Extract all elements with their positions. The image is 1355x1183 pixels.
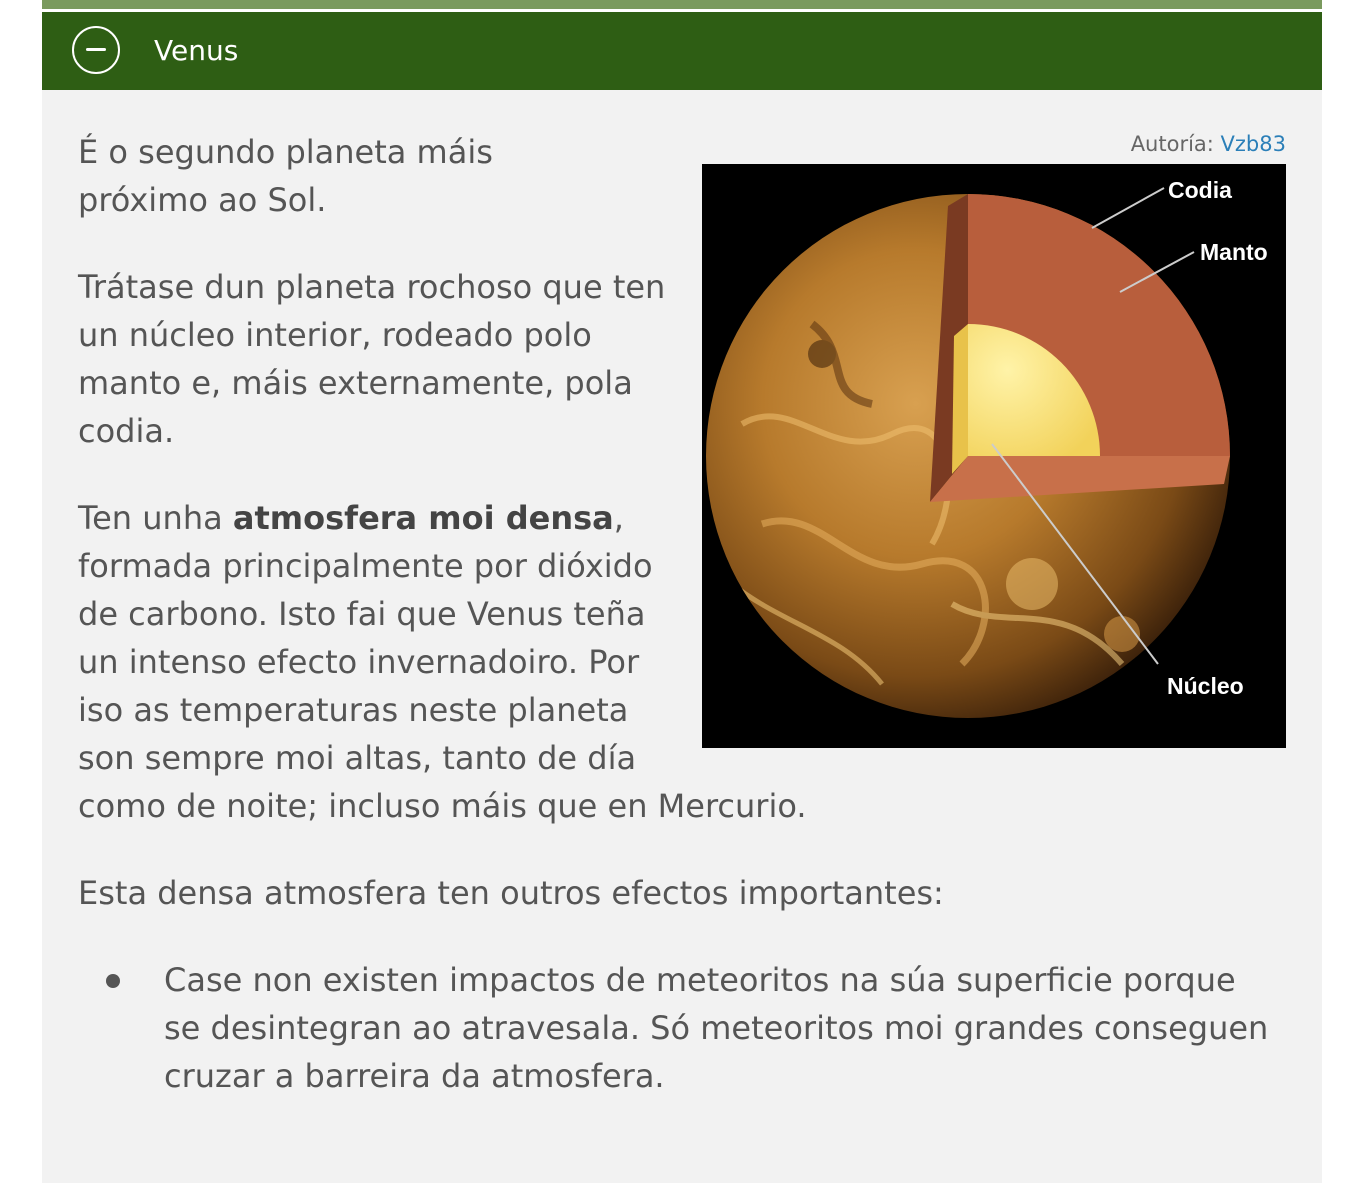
article-content xyxy=(78,128,1278,1100)
label-crust: Codia xyxy=(1168,177,1232,203)
label-mantle: Manto xyxy=(1200,239,1268,265)
content-panel xyxy=(42,0,1322,1183)
paragraph-structure: Trátase dun planeta rochoso que ten un núcleo interior, rodeado polo manto e, máis externamente, pola codia. xyxy=(78,268,666,450)
label-core: Núcleo xyxy=(1167,673,1244,699)
paragraph-intro: É o segundo planeta máis próximo ao Sol. xyxy=(78,133,493,219)
list-item-text: Case non existen impactos de meteoritos na súa superficie porque se desintegran ao atravesala. Só meteoritos moi grandes conseguen cruzar a barreira da atmosfera. xyxy=(164,961,1269,1095)
credit-author-link[interactable]: Vzb83 xyxy=(1220,132,1286,156)
atmosphere-text-prefix: Ten unha xyxy=(78,499,233,537)
atmosphere-text-rest: , formada principalmente por dióxido de carbono. Isto fai que Venus teña un intenso efecto invernadoiro. Por iso as temperaturas neste planeta son sempre moi altas, tanto de día como de noite; incluso máis que en Mercurio. xyxy=(78,499,807,825)
paragraph-effects-intro: Esta densa atmosfera ten outros efectos importantes: xyxy=(78,874,944,912)
accordion-header-venus[interactable] xyxy=(42,12,1322,90)
previous-section-edge xyxy=(42,0,1322,9)
atmosphere-emphasis: atmosfera moi densa xyxy=(232,499,614,537)
accordion-title: Venus xyxy=(154,34,239,67)
figure-spacer xyxy=(674,128,1278,754)
collapse-minus-icon[interactable] xyxy=(72,26,120,74)
bullet-icon xyxy=(106,974,120,988)
credit-label: Autoría: xyxy=(1130,132,1221,156)
effects-list xyxy=(78,956,1278,1100)
list-item xyxy=(78,956,1278,1100)
